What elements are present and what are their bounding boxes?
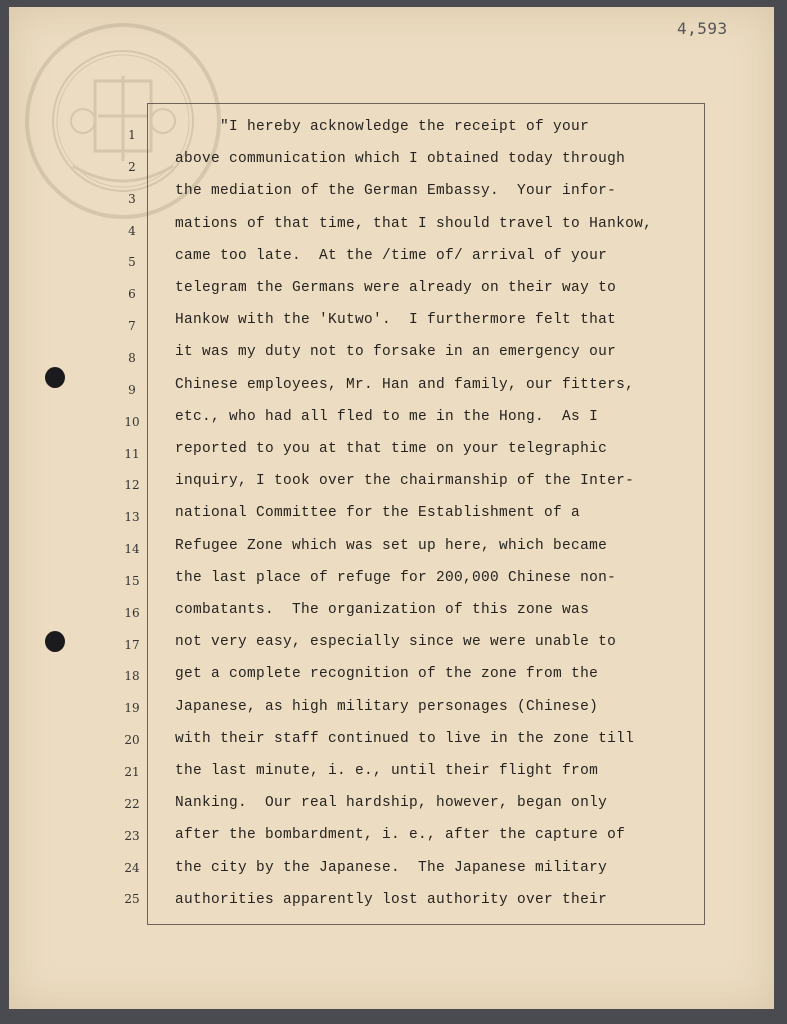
text-line: mations of that time, that I should travel to Hankow,	[175, 215, 653, 232]
text-line: the mediation of the German Embassy. Your infor-	[175, 183, 617, 200]
text-line: after the bombardment, i. e., after the capture of	[175, 827, 626, 844]
text-line: Hankow with the 'Kutwo'. I furthermore felt that	[175, 312, 617, 329]
text-line: reported to you at that time on your telegraphic	[175, 441, 608, 457]
line-number: 1	[128, 128, 136, 142]
line-number: 17	[124, 637, 140, 652]
line-number: 16	[124, 605, 140, 620]
line-number: 8	[128, 350, 136, 365]
line-number: 12	[124, 478, 140, 493]
text-line: with their staff continued to live in the zone till	[175, 730, 635, 747]
punch-hole	[45, 367, 65, 388]
line-number: 22	[124, 796, 140, 811]
text-line: the last minute, i. e., until their flight from	[175, 763, 599, 779]
text-line: Chinese employees, Mr. Han and family, our fitters,	[175, 376, 635, 393]
text-line: Nanking. Our real hardship, however, began only	[175, 795, 608, 812]
text-line: telegram the Germans were already on their way to	[175, 280, 617, 296]
text-line: the city by the Japanese. The Japanese military	[175, 859, 608, 876]
text-line: national Committee for the Establishment of a	[175, 505, 581, 522]
line-number: 19	[124, 701, 140, 716]
line-number: 15	[124, 573, 140, 588]
text-line: came too late. At the /time of/ arrival of your	[175, 247, 608, 264]
line-number: 23	[124, 828, 140, 843]
text-line: the last place of refuge for 200,000 Chinese non-	[175, 569, 617, 586]
line-number: 20	[124, 733, 140, 748]
line-number: 5	[128, 255, 136, 270]
line-number: 21	[124, 765, 140, 779]
text-line: not very easy, especially since we were unable to	[175, 634, 617, 651]
line-number: 3	[128, 191, 136, 206]
text-line: it was my duty not to forsake in an emergency our	[175, 344, 617, 361]
line-number: 14	[124, 542, 140, 557]
punch-hole	[45, 631, 65, 652]
text-line: etc., who had all fled to me in the Hong. As I	[175, 408, 599, 425]
line-number: 9	[128, 382, 136, 397]
line-number: 25	[124, 892, 140, 907]
text-line: above communication which I obtained today through	[175, 151, 626, 168]
line-number: 13	[124, 510, 140, 525]
text-line: Japanese, as high military personages (Chinese)	[175, 698, 599, 715]
text-line: inquiry, I took over the chairmanship of the Inter-	[175, 473, 635, 490]
text-line: authorities apparently lost authority over their	[175, 891, 608, 908]
text-line: "I hereby acknowledge the receipt of your	[175, 119, 590, 135]
line-number: 7	[128, 319, 136, 334]
text-line: combatants. The organization of this zone was	[175, 602, 590, 618]
page-number: 4,593	[677, 19, 728, 38]
line-number: 2	[128, 159, 136, 174]
line-number: 10	[124, 414, 140, 429]
text-line: Refugee Zone which was set up here, which became	[175, 537, 608, 554]
line-number: 11	[124, 446, 140, 461]
line-number: 24	[124, 860, 140, 875]
line-number: 4	[128, 223, 136, 238]
text-line: get a complete recognition of the zone from the	[175, 666, 599, 683]
line-number: 18	[124, 669, 140, 684]
line-number: 6	[128, 287, 136, 302]
